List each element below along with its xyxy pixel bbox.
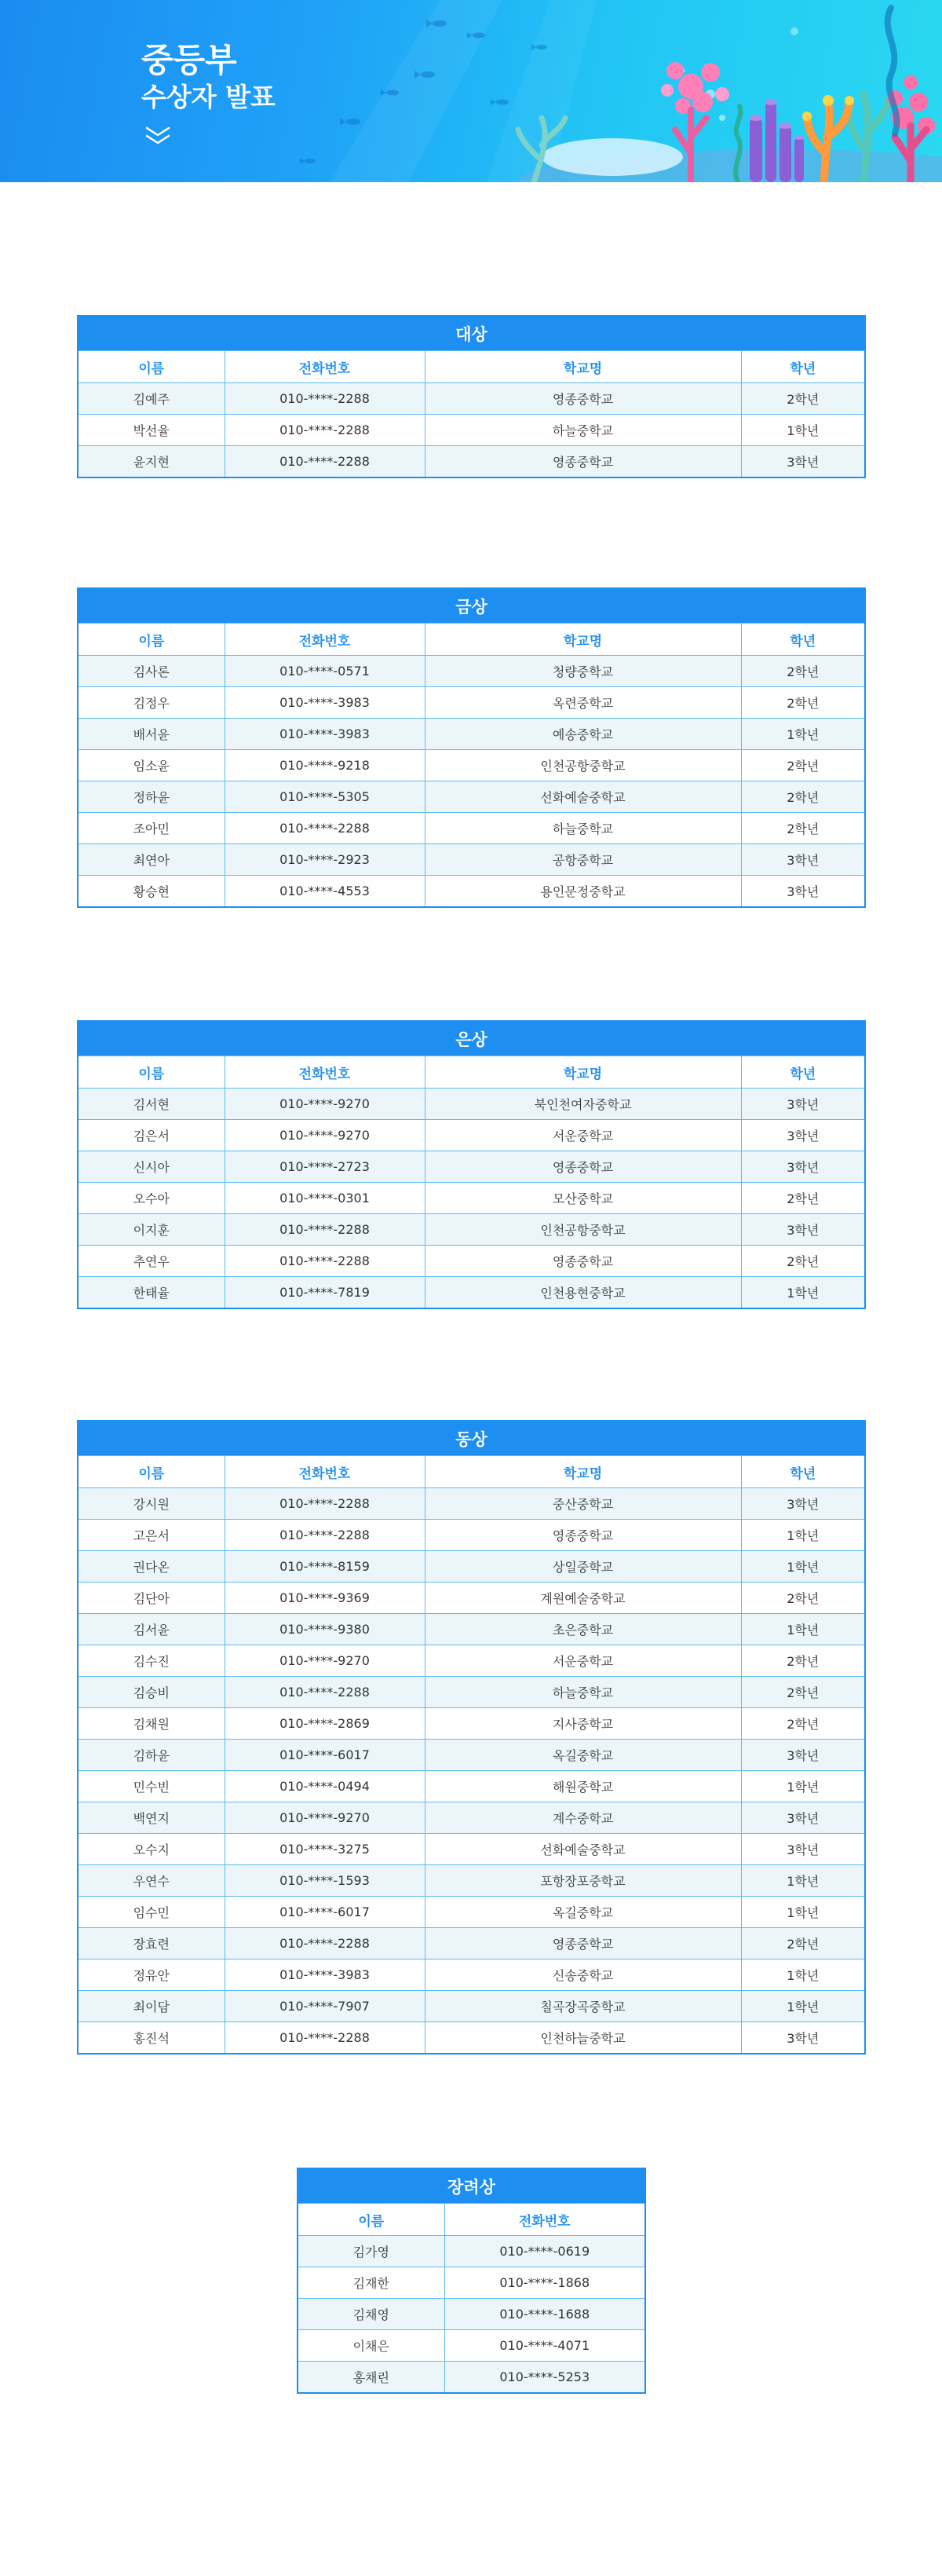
table-row: [78, 1246, 865, 1277]
cell-name: 김사론: [78, 656, 225, 687]
cell-phone: 010-****-0619: [444, 2236, 645, 2267]
cell-school: 영종중학교: [425, 446, 741, 478]
cell-school: 용인문정중학교: [425, 876, 741, 908]
cell-school: 인천공항중학교: [425, 1214, 741, 1246]
cell-name: 배서윤: [78, 719, 225, 750]
cell-grade: 2학년: [741, 1645, 865, 1677]
table-row: [78, 1897, 865, 1928]
cell-phone: 010-****-1868: [444, 2267, 645, 2299]
cell-school: 청량중학교: [425, 656, 741, 687]
cell-phone: 010-****-9369: [225, 1583, 425, 1614]
table-row: [298, 2236, 645, 2267]
cell-phone: 010-****-4071: [444, 2330, 645, 2362]
cell-name: 백연지: [78, 1802, 225, 1834]
cell-school: 서운중학교: [425, 1120, 741, 1151]
cell-name: 강시원: [78, 1488, 225, 1520]
cell-school: 영종중학교: [425, 383, 741, 415]
hero-banner: [0, 0, 942, 182]
table-row: [78, 383, 865, 415]
table-row: [78, 1645, 865, 1677]
cell-school: 북인천여자중학교: [425, 1089, 741, 1120]
cell-school: 칠곡장곡중학교: [425, 1991, 741, 2022]
column-header-phone: 전화번호: [225, 1456, 425, 1488]
cell-name: 정하윤: [78, 781, 225, 813]
table-body: [78, 656, 865, 908]
table-row: [78, 1551, 865, 1583]
table-row: [78, 1834, 865, 1865]
table-title: 동상: [78, 1421, 865, 1456]
cell-grade: 2학년: [741, 1677, 865, 1708]
cell-name: 오수아: [78, 1183, 225, 1214]
table-row: [78, 1614, 865, 1645]
cell-grade: 3학년: [741, 1488, 865, 1520]
cell-name: 우연수: [78, 1865, 225, 1897]
cell-phone: 010-****-9270: [225, 1802, 425, 1834]
cell-name: 홍진석: [78, 2022, 225, 2055]
table-title: 은상: [78, 1021, 865, 1056]
cell-name: 김채영: [298, 2299, 444, 2330]
table-body: [78, 1089, 865, 1309]
cell-grade: 3학년: [741, 446, 865, 478]
table-row: [78, 1583, 865, 1614]
cell-name: 최연아: [78, 844, 225, 876]
table-row: [78, 750, 865, 781]
cell-phone: 010-****-7907: [225, 1991, 425, 2022]
cell-name: 김예주: [78, 383, 225, 415]
cell-name: 신시아: [78, 1151, 225, 1183]
table-row: [78, 1151, 865, 1183]
cell-name: 권다온: [78, 1551, 225, 1583]
cell-school: 포항장포중학교: [425, 1865, 741, 1897]
cell-phone: 010-****-3983: [225, 719, 425, 750]
column-header-name: 이름: [78, 624, 225, 656]
table-title: 장려상: [298, 2168, 645, 2204]
cell-grade: 2학년: [741, 656, 865, 687]
column-header-phone: 전화번호: [444, 2204, 645, 2236]
table-row: [298, 2330, 645, 2362]
cell-school: 인천용현중학교: [425, 1277, 741, 1309]
cell-phone: 010-****-7819: [225, 1277, 425, 1309]
cell-name: 민수빈: [78, 1771, 225, 1802]
cell-phone: 010-****-2288: [225, 1246, 425, 1277]
page-subtitle: 수상자 발표: [141, 82, 276, 112]
column-header-school: 학교명: [425, 351, 741, 383]
cell-school: 서운중학교: [425, 1645, 741, 1677]
cell-name: 김채원: [78, 1708, 225, 1740]
table-row: [78, 719, 865, 750]
cell-school: 초은중학교: [425, 1614, 741, 1645]
cell-grade: 1학년: [741, 1897, 865, 1928]
table-row: [78, 1802, 865, 1834]
cell-grade: 2학년: [741, 1183, 865, 1214]
cell-grade: 3학년: [741, 1151, 865, 1183]
cell-grade: 1학년: [741, 1991, 865, 2022]
cell-name: 임소윤: [78, 750, 225, 781]
cell-name: 고은서: [78, 1520, 225, 1551]
cell-grade: 2학년: [741, 1708, 865, 1740]
cell-phone: 010-****-2288: [225, 446, 425, 478]
column-header-name: 이름: [78, 351, 225, 383]
cell-school: 옥길중학교: [425, 1897, 741, 1928]
cell-school: 계수중학교: [425, 1802, 741, 1834]
cell-school: 하늘중학교: [425, 1677, 741, 1708]
cell-phone: 010-****-9270: [225, 1645, 425, 1677]
cell-phone: 010-****-2288: [225, 1677, 425, 1708]
double-chevron-down-icon: [144, 126, 171, 146]
column-header-school: 학교명: [425, 1056, 741, 1089]
cell-grade: 2학년: [741, 1583, 865, 1614]
column-header-phone: 전화번호: [225, 1056, 425, 1089]
table-row: [78, 1214, 865, 1246]
cell-phone: 010-****-9380: [225, 1614, 425, 1645]
table-row: [78, 1488, 865, 1520]
cell-name: 박선율: [78, 415, 225, 446]
cell-school: 영종중학교: [425, 1151, 741, 1183]
table-title: 대상: [78, 316, 865, 351]
cell-grade: 2학년: [741, 781, 865, 813]
cell-grade: 1학년: [741, 1551, 865, 1583]
table-body: [78, 383, 865, 478]
cell-name: 김서윤: [78, 1614, 225, 1645]
cell-name: 추연우: [78, 1246, 225, 1277]
table-row: [78, 1708, 865, 1740]
table-row: [78, 844, 865, 876]
cell-grade: 3학년: [741, 876, 865, 908]
cell-name: 정유안: [78, 1959, 225, 1991]
cell-name: 김가영: [298, 2236, 444, 2267]
cell-grade: 2학년: [741, 687, 865, 719]
cell-school: 인천공항중학교: [425, 750, 741, 781]
cell-phone: 010-****-0494: [225, 1771, 425, 1802]
cell-school: 선화예술중학교: [425, 781, 741, 813]
cell-grade: 3학년: [741, 1089, 865, 1120]
table-row: [78, 2022, 865, 2055]
cell-grade: 1학년: [741, 1771, 865, 1802]
cell-grade: 3학년: [741, 1740, 865, 1771]
cell-phone: 010-****-2288: [225, 383, 425, 415]
cell-school: 영종중학교: [425, 1928, 741, 1959]
column-header-grade: 학년: [741, 1456, 865, 1488]
cell-school: 하늘중학교: [425, 415, 741, 446]
table-row: [78, 1928, 865, 1959]
cell-phone: 010-****-2288: [225, 813, 425, 844]
column-header-grade: 학년: [741, 351, 865, 383]
cell-name: 조아민: [78, 813, 225, 844]
table-row: [78, 1740, 865, 1771]
cell-school: 중산중학교: [425, 1488, 741, 1520]
cell-school: 영종중학교: [425, 1246, 741, 1277]
cell-name: 윤지현: [78, 446, 225, 478]
cell-name: 임수민: [78, 1897, 225, 1928]
cell-grade: 1학년: [741, 1520, 865, 1551]
cell-phone: 010-****-9218: [225, 750, 425, 781]
table-row: [78, 1991, 865, 2022]
cell-name: 김수진: [78, 1645, 225, 1677]
page-title: 중등부: [141, 41, 237, 79]
cell-name: 오수지: [78, 1834, 225, 1865]
column-header-school: 학교명: [425, 624, 741, 656]
table-row: [298, 2299, 645, 2330]
table-row: [78, 876, 865, 908]
cell-phone: 010-****-2288: [225, 415, 425, 446]
cell-school: 계원예술중학교: [425, 1583, 741, 1614]
cell-grade: 1학년: [741, 1277, 865, 1309]
cell-school: 공항중학교: [425, 844, 741, 876]
cell-grade: 2학년: [741, 1928, 865, 1959]
cell-school: 해원중학교: [425, 1771, 741, 1802]
cell-school: 지사중학교: [425, 1708, 741, 1740]
cell-school: 옥길중학교: [425, 1740, 741, 1771]
table-row: [298, 2267, 645, 2299]
cell-grade: 2학년: [741, 750, 865, 781]
cell-phone: 010-****-3983: [225, 1959, 425, 1991]
cell-name: 한태율: [78, 1277, 225, 1309]
cell-name: 김재한: [298, 2267, 444, 2299]
cell-name: 장효련: [78, 1928, 225, 1959]
silver-prize-table: [77, 1020, 866, 1309]
table-row: [78, 656, 865, 687]
cell-name: 홍채린: [298, 2362, 444, 2394]
cell-grade: 2학년: [741, 1246, 865, 1277]
cell-phone: 010-****-4553: [225, 876, 425, 908]
cell-phone: 010-****-0571: [225, 656, 425, 687]
column-header-name: 이름: [298, 2204, 444, 2236]
bronze-prize-table: [77, 1420, 866, 2055]
cell-phone: 010-****-2288: [225, 1488, 425, 1520]
table-row: [78, 1277, 865, 1309]
cell-grade: 3학년: [741, 1214, 865, 1246]
cell-school: 선화예술중학교: [425, 1834, 741, 1865]
cell-phone: 010-****-2288: [225, 1928, 425, 1959]
table-body: [298, 2236, 645, 2394]
cell-school: 옥련중학교: [425, 687, 741, 719]
cell-phone: 010-****-5253: [444, 2362, 645, 2394]
cell-name: 김단아: [78, 1583, 225, 1614]
table-row: [78, 687, 865, 719]
cell-phone: 010-****-1593: [225, 1865, 425, 1897]
column-header-name: 이름: [78, 1056, 225, 1089]
cell-phone: 010-****-2288: [225, 2022, 425, 2055]
cell-school: 모산중학교: [425, 1183, 741, 1214]
table-row: [78, 415, 865, 446]
cell-grade: 1학년: [741, 719, 865, 750]
cell-phone: 010-****-9270: [225, 1120, 425, 1151]
cell-phone: 010-****-2869: [225, 1708, 425, 1740]
cell-name: 김서현: [78, 1089, 225, 1120]
cell-school: 인천하늘중학교: [425, 2022, 741, 2055]
table-row: [78, 781, 865, 813]
cell-phone: 010-****-0301: [225, 1183, 425, 1214]
encouragement-prize-table: [297, 2168, 646, 2394]
cell-school: 상일중학교: [425, 1551, 741, 1583]
cell-name: 최이담: [78, 1991, 225, 2022]
column-header-phone: 전화번호: [225, 351, 425, 383]
cell-phone: 010-****-2288: [225, 1214, 425, 1246]
cell-grade: 3학년: [741, 2022, 865, 2055]
cell-school: 영종중학교: [425, 1520, 741, 1551]
table-body: [78, 1488, 865, 2055]
cell-grade: 2학년: [741, 383, 865, 415]
cell-grade: 1학년: [741, 1614, 865, 1645]
table-row: [78, 813, 865, 844]
grand-prize-table: [77, 315, 866, 478]
cell-phone: 010-****-9270: [225, 1089, 425, 1120]
cell-phone: 010-****-8159: [225, 1551, 425, 1583]
cell-grade: 3학년: [741, 1120, 865, 1151]
cell-phone: 010-****-6017: [225, 1897, 425, 1928]
cell-name: 김하윤: [78, 1740, 225, 1771]
cell-grade: 2학년: [741, 813, 865, 844]
table-row: [78, 446, 865, 478]
cell-name: 이채은: [298, 2330, 444, 2362]
cell-name: 김은서: [78, 1120, 225, 1151]
cell-phone: 010-****-5305: [225, 781, 425, 813]
cell-grade: 3학년: [741, 844, 865, 876]
table-row: [78, 1520, 865, 1551]
table-row: [78, 1865, 865, 1897]
table-row: [78, 1959, 865, 1991]
cell-grade: 1학년: [741, 1959, 865, 1991]
cell-grade: 3학년: [741, 1834, 865, 1865]
gold-prize-table: [77, 587, 866, 908]
cell-phone: 010-****-2288: [225, 1520, 425, 1551]
table-row: [78, 1089, 865, 1120]
table-title: 금상: [78, 588, 865, 624]
table-row: [78, 1183, 865, 1214]
cell-name: 김승비: [78, 1677, 225, 1708]
column-header-grade: 학년: [741, 1056, 865, 1089]
table-row: [298, 2362, 645, 2394]
column-header-grade: 학년: [741, 624, 865, 656]
cell-phone: 010-****-2923: [225, 844, 425, 876]
cell-grade: 1학년: [741, 415, 865, 446]
cell-grade: 3학년: [741, 1802, 865, 1834]
cell-name: 이지훈: [78, 1214, 225, 1246]
cell-school: 예송중학교: [425, 719, 741, 750]
cell-phone: 010-****-6017: [225, 1740, 425, 1771]
cell-phone: 010-****-1688: [444, 2299, 645, 2330]
table-row: [78, 1677, 865, 1708]
cell-phone: 010-****-2723: [225, 1151, 425, 1183]
cell-grade: 1학년: [741, 1865, 865, 1897]
column-header-phone: 전화번호: [225, 624, 425, 656]
cell-school: 신송중학교: [425, 1959, 741, 1991]
cell-school: 하늘중학교: [425, 813, 741, 844]
cell-name: 김정우: [78, 687, 225, 719]
table-row: [78, 1771, 865, 1802]
table-row: [78, 1120, 865, 1151]
cell-phone: 010-****-3275: [225, 1834, 425, 1865]
column-header-school: 학교명: [425, 1456, 741, 1488]
cell-phone: 010-****-3983: [225, 687, 425, 719]
cell-name: 황승현: [78, 876, 225, 908]
column-header-name: 이름: [78, 1456, 225, 1488]
